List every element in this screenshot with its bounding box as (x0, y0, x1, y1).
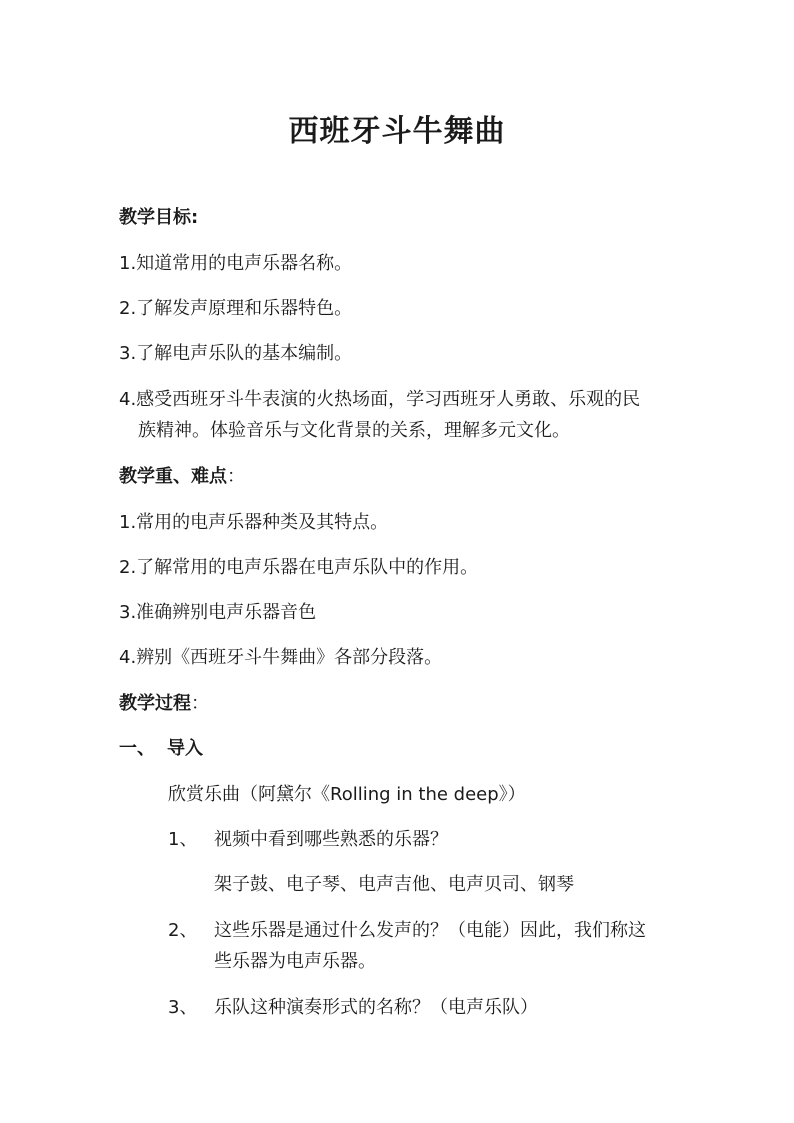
keypoint-item: 3.准确辨别电声乐器音色 (119, 602, 317, 623)
objective-item: 3.了解电声乐队的基本编制。 (119, 343, 353, 364)
question-answer: 架子鼓、电子琴、电声吉他、电声贝司、钢琴 (214, 874, 574, 895)
objective-item: 2.了解发声原理和乐器特色。 (119, 298, 353, 319)
process-heading (119, 689, 209, 719)
question-text: 乐队这种演奏形式的名称？（电声乐队） (214, 997, 538, 1018)
question-number: 3、 (168, 997, 198, 1018)
question-item (168, 916, 646, 946)
keypoints-heading (119, 462, 245, 492)
keypoints-heading-label: 教学重、难点 (119, 466, 227, 487)
question-number: 1、 (168, 829, 198, 850)
section-intro: 欣赏乐曲（阿黛尔《Rolling in the deep》） (168, 784, 526, 805)
objective-item: 1.知道常用的电声乐器名称。 (119, 253, 353, 274)
objectives-heading: 教学目标: (119, 207, 199, 228)
section-1-heading (119, 734, 203, 764)
section-label: 导入 (167, 738, 203, 759)
question-item (168, 993, 538, 1023)
question-text: 这些乐器是通过什么发声的？（电能）因此，我们称这 (214, 920, 646, 941)
process-heading-colon: ： (191, 693, 209, 714)
question-number: 2、 (168, 920, 198, 941)
objective-item: 4.感受西班牙斗牛表演的火热场面，学习西班牙人勇敢、乐观的民 (119, 389, 641, 410)
objective-item-continued: 族精神。体验音乐与文化背景的关系，理解多元文化。 (138, 420, 570, 441)
question-item (168, 825, 448, 855)
keypoint-item: 4.辨别《西班牙斗牛舞曲》各部分段落。 (119, 647, 443, 668)
keypoint-item: 2.了解常用的电声乐器在电声乐队中的作用。 (119, 557, 479, 578)
keypoints-heading-colon: ： (227, 466, 245, 487)
page-title: 西班牙斗牛舞曲 (288, 114, 506, 149)
keypoint-item: 1.常用的电声乐器种类及其特点。 (119, 512, 389, 533)
question-text-continued: 些乐器为电声乐器。 (214, 951, 376, 972)
process-heading-label: 教学过程 (119, 693, 191, 714)
question-text: 视频中看到哪些熟悉的乐器？ (214, 829, 448, 850)
section-number: 一、 (119, 738, 155, 759)
